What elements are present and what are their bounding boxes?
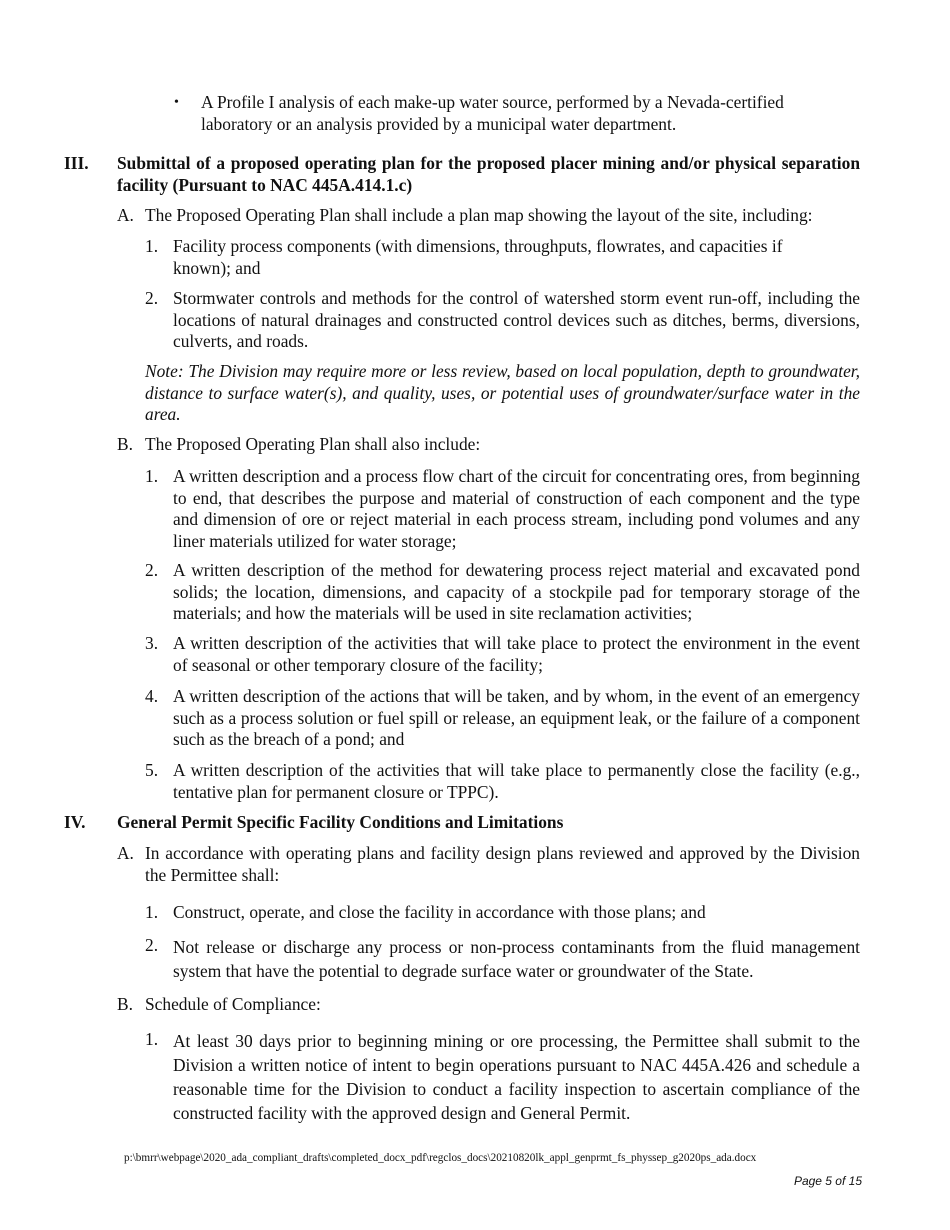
list-item: A written description of the activities that will take place to protect the environment in the event of seasonal or other temporary closure of the facility; — [173, 633, 860, 675]
list-item-number: 1. — [145, 902, 159, 922]
section-iv-heading: General Permit Specific Facility Conditions and Limitations — [117, 812, 564, 832]
list-item-number: 1. — [145, 466, 159, 486]
list-item: A written description of the actions that will be taken, and by whom, in the event of an emergency such as a process solution or fuel spill or release, an equipment leak, or the failure of a component such as the breach of a pond; and — [173, 686, 860, 749]
section-iv-b-letter: B. — [117, 994, 133, 1014]
list-item: Stormwater controls and methods for the control of watershed storm event run-off, including the locations of natural drainages and constructed control devices such as ditches, berms, diversions, culverts, and roads. — [173, 288, 860, 351]
section-iii-b-text: The Proposed Operating Plan shall also include: — [145, 434, 481, 454]
list-item: A written description of the activities that will take place to permanently close the facility (e.g., tentative plan for permanent closure or TPPC). — [173, 760, 860, 802]
section-iii-a-text: The Proposed Operating Plan shall include a plan map showing the layout of the site, including: — [145, 205, 813, 225]
bullet-symbol: • — [174, 95, 179, 110]
list-item: Not release or discharge any process or non-process contaminants from the fluid management system that have the potential to degrade surface water or groundwater of the State. — [173, 937, 860, 981]
list-item-number: 5. — [145, 760, 159, 780]
bullet-profile-analysis: A Profile I analysis of each make-up water source, performed by a Nevada-certified laboratory or an analysis provided by a municipal water department. — [201, 92, 784, 134]
list-item-number: 1. — [145, 236, 159, 256]
list-item-number: 1. — [145, 1029, 159, 1049]
section-iii-number: III. — [64, 153, 89, 173]
section-iv-a-letter: A. — [117, 843, 134, 863]
section-iv-b-text: Schedule of Compliance: — [145, 994, 321, 1014]
footer-file-path: p:\bmrr\webpage\2020_ada_compliant_drafts\completed_docx_pdf\regclos_docs\20210820lk_appl_genprmt_fs_physsep_g2020ps_ada.docx — [124, 1152, 757, 1164]
section-iv-a-text: In accordance with operating plans and facility design plans reviewed and approved by the Division the Permittee shall: — [145, 843, 860, 885]
list-item-number: 3. — [145, 633, 159, 653]
list-item: A written description and a process flow chart of the circuit for concentrating ores, from beginning to end, that describes the purpose and material of construction of each component and the type and dimension of ore or reject material in each process stream, including pond volumes and any liner materials utilized for water storage; — [173, 466, 860, 551]
list-item-number: 4. — [145, 686, 159, 706]
section-iii-b-letter: B. — [117, 434, 133, 454]
list-item: Construct, operate, and close the facility in accordance with those plans; and — [173, 902, 706, 922]
list-item: At least 30 days prior to beginning mining or ore processing, the Permittee shall submit to the Division a written notice of intent to begin operations pursuant to NAC 445A.426 and schedule a reasonable time for the Division to conduct a facility inspection to ascertain compliance of the constructed facility with the approved design and General Permit. — [173, 1031, 860, 1123]
section-iii-heading: Submittal of a proposed operating plan for the proposed placer mining and/or physical separation facility (Pursuant to NAC 445A.414.1.c) — [117, 153, 860, 195]
division-review-note: Note: The Division may require more or less review, based on local population, depth to groundwater, distance to surface water(s), and quality, uses, or potential uses of groundwater/surface water in the area. — [145, 361, 860, 424]
list-item-number: 2. — [145, 288, 159, 308]
page-number: Page 5 of 15 — [793, 1174, 862, 1188]
list-item: A written description of the method for dewatering process reject material and excavated pond solids; the location, dimensions, and capacity of a stockpile pad for temporary storage of the materials; and how the materials will be used in site reclamation activities; — [173, 560, 860, 623]
list-item-number: 2. — [145, 935, 159, 955]
section-iii-a-letter: A. — [117, 205, 134, 225]
section-iv-number: IV. — [64, 812, 86, 832]
list-item: Facility process components (with dimensions, throughputs, flowrates, and capacities if known); and — [173, 236, 783, 278]
list-item-number: 2. — [145, 560, 159, 580]
